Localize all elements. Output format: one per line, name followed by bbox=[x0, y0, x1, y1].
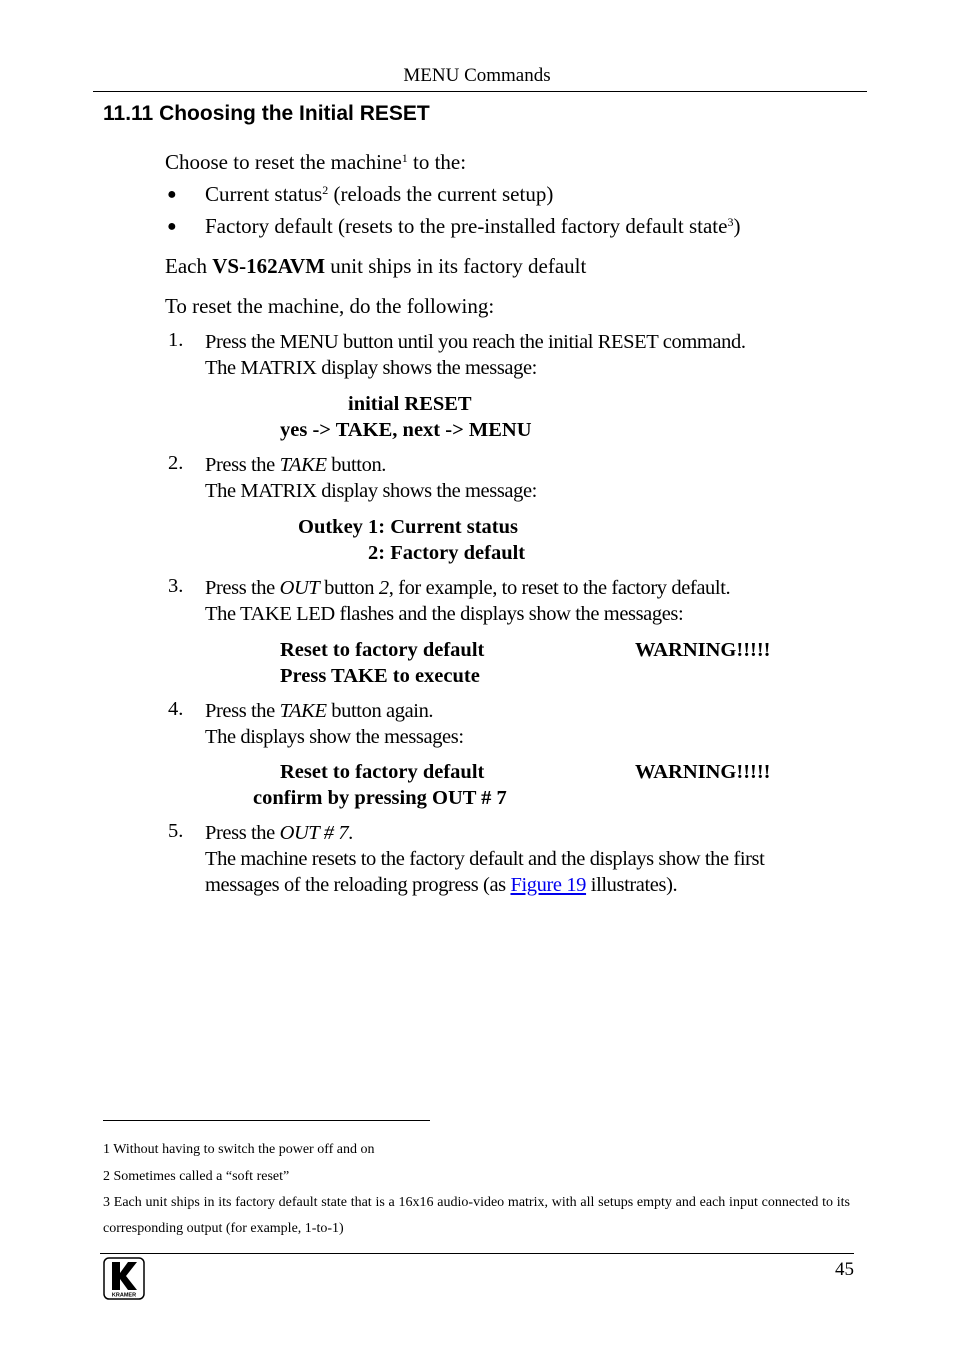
bullet-item: Factory default (resets to the pre-installed factory default state$^3$) bbox=[205, 214, 741, 238]
step-5-line2: The machine resets to the factory default and the displays show the first bbox=[205, 848, 765, 870]
display-message: Outkey 1: Current status bbox=[298, 516, 518, 538]
bullet-icon: ● bbox=[167, 218, 177, 235]
footnote-1: 1 Without having to switch the power off and on bbox=[103, 1142, 375, 1157]
page-number: 45 bbox=[835, 1259, 854, 1280]
display-message: 2: Factory default bbox=[368, 542, 526, 564]
header-rule bbox=[93, 91, 867, 92]
display-message: confirm by pressing OUT # 7 bbox=[253, 787, 507, 809]
step-number: 1. bbox=[168, 329, 184, 351]
display-message: Reset to factory default bbox=[280, 761, 485, 783]
step-5-line1: Press the OUT # 7. bbox=[205, 822, 353, 844]
step-number: 3. bbox=[168, 575, 184, 597]
step-number: 4. bbox=[168, 698, 184, 720]
warning-message: WARNING!!!!! bbox=[635, 761, 771, 783]
footnote-ref-1[interactable]: 1 bbox=[401, 151, 408, 165]
footer-rule bbox=[100, 1253, 854, 1254]
model-name: VS-162AVM bbox=[212, 254, 326, 278]
step-4-line2: The displays show the messages: bbox=[205, 726, 464, 748]
running-header: MENU Commands bbox=[403, 65, 551, 86]
display-message: Press TAKE to execute bbox=[280, 665, 480, 687]
step-1-line2: The MATRIX display shows the message: bbox=[205, 357, 537, 379]
display-message: initial RESET bbox=[348, 393, 472, 415]
kramer-logo bbox=[103, 1257, 145, 1300]
section-title: 11.11 Choosing the Initial RESET bbox=[103, 102, 430, 125]
footnote-ref-2[interactable]: 2 bbox=[322, 183, 329, 197]
warning-message: WARNING!!!!! bbox=[635, 639, 771, 661]
footnote-ref-3[interactable]: 3 bbox=[727, 215, 734, 229]
step-1-line1: Press the MENU button until you reach the initial RESET command. bbox=[205, 331, 746, 353]
display-message: yes -> TAKE, next -> MENU bbox=[280, 419, 532, 441]
step-5-line3: messages of the reloading progress (as Figure 19 illustrates). bbox=[205, 874, 678, 896]
bullet-icon: ● bbox=[167, 186, 177, 203]
model-paragraph: Each VS-162AVM unit ships in its factory default bbox=[165, 254, 587, 278]
step-3-line1: Press the OUT button 2, for example, to reset to the factory default. bbox=[205, 577, 731, 599]
bullet-item: Current status$^2$ (reloads the current setup) bbox=[205, 182, 554, 206]
step-number: 5. bbox=[168, 820, 184, 842]
figure-19-link[interactable]: Figure 19 bbox=[510, 874, 587, 896]
footnote-separator bbox=[103, 1120, 430, 1121]
footnote-2: 2 Sometimes called a “soft reset” bbox=[103, 1169, 290, 1184]
display-message: Reset to factory default bbox=[280, 639, 485, 661]
procedure-intro: To reset the machine, do the following: bbox=[165, 294, 495, 318]
logo-wordmark: KRAMER bbox=[111, 1292, 137, 1299]
step-2-line2: The MATRIX display shows the message: bbox=[205, 480, 537, 502]
step-2-line1: Press the TAKE button. bbox=[205, 454, 387, 476]
step-number: 2. bbox=[168, 452, 184, 474]
step-4-line1: Press the TAKE button again. bbox=[205, 700, 434, 722]
step-3-line2: The TAKE LED flashes and the displays show the messages: bbox=[205, 603, 684, 625]
intro-lead: Choose to reset the machine$^1$ to the: bbox=[165, 150, 467, 174]
footnote-3: 3 Each unit ships in its factory default state that is a 16x16 audio-video matrix, with all setups empty and each input connected to its corresponding output (for example, 1-to-1) bbox=[103, 1195, 850, 1236]
